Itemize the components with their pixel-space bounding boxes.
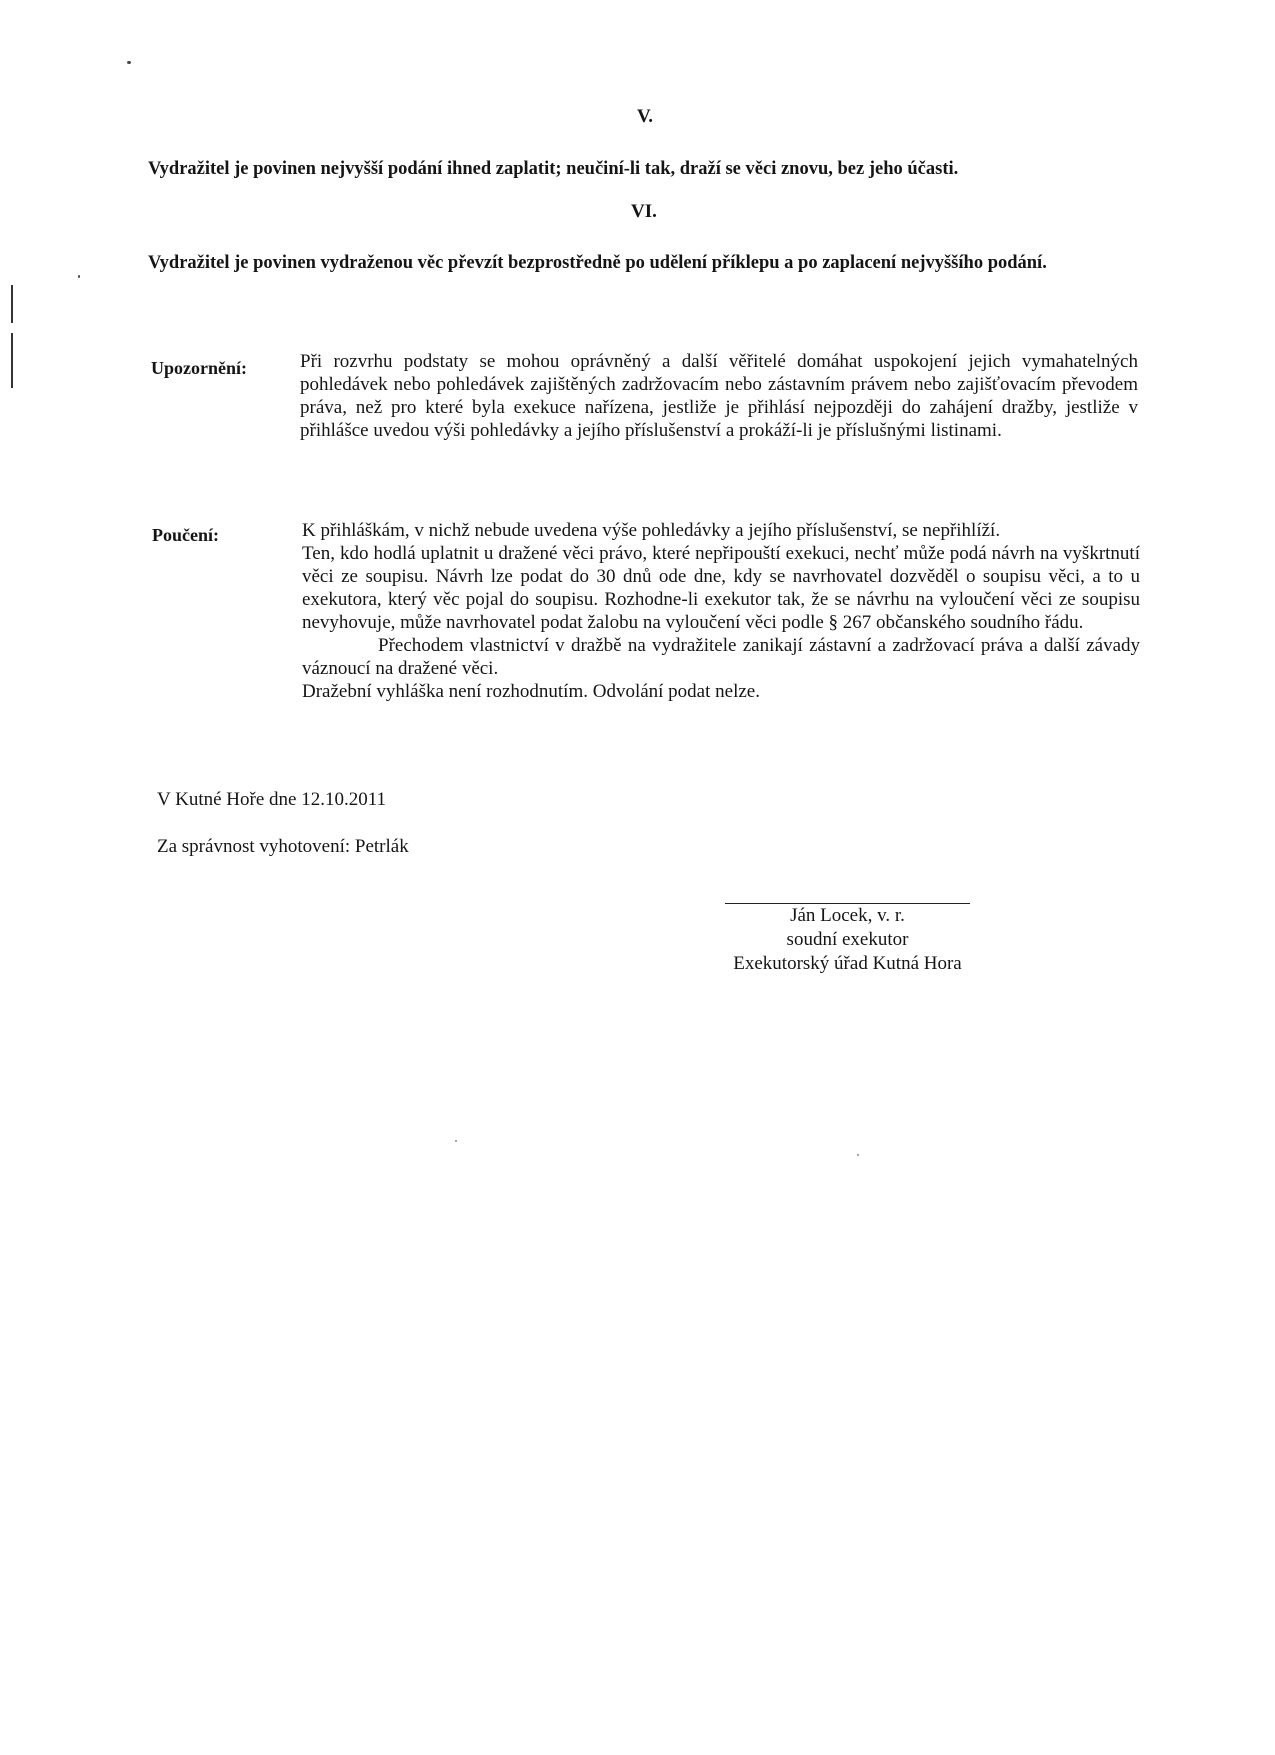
- upozorneni-text: Při rozvrhu podstaty se mohou oprávněný a další věřitelé domáhat uspokojení jejich vymahatelných pohledávek nebo pohledávek zajištěných zadržovacím nebo zástavním právem nebo zajišťovacím převodem práva, než pro které byla exekuce nařízena, jestliže je přihlásí nejpozději do zahájení dražby, jestliže v přihlášce uvedou výši pohledávky a jejího příslušenství a prokáží-li je příslušnými listinami.: [300, 351, 1138, 441]
- signatory-office: Exekutorský úřad Kutná Hora: [733, 953, 962, 974]
- signatory-role: soudní exekutor: [786, 929, 909, 950]
- pouceni-line: Dražební vyhláška není rozhodnutím. Odvolání podat nelze.: [302, 681, 760, 702]
- scan-speck: [127, 61, 131, 64]
- scan-speck: [78, 275, 80, 278]
- verification-note: Za správnost vyhotovení: Petrlák: [157, 836, 409, 857]
- scan-speck: [455, 1140, 457, 1142]
- pouceni-line: K přihláškám, v nichž nebude uvedena výše pohledávky a jejího příslušenství, se nepřihlíží.: [302, 520, 1001, 541]
- pouceni-label: Poučení:: [152, 525, 219, 545]
- signatory-name: Ján Locek, v. r.: [790, 905, 905, 926]
- pouceni-line: Ten, kdo hodlá uplatnit u dražené věci právo, které nepřipouští exekuci, nechť může podá návrh na vyškrtnutí věci ze soupisu. Návrh lze podat do 30 dnů ode dne, kdy se navrhovatel dozvěděl o soupisu věci, a to u exekutora, který věc pojal do soupisu. Rozhodne-li exekutor tak, že se návrhu na vyloučení věci ze soupisu nevyhovuje, může navrhovatel podat žalobu na vyloučení věci podle § 267 občanského soudního řádu.: [302, 543, 1140, 633]
- upozorneni-label: Upozornění:: [151, 358, 247, 378]
- scan-margin-mark: [11, 285, 13, 323]
- scan-speck: [857, 1154, 859, 1156]
- section-v-heading: V.: [637, 106, 654, 127]
- section-vi-heading: VI.: [631, 201, 657, 222]
- section-vi-text: Vydražitel je povinen vydraženou věc převzít bezprostředně po udělení příklepu a po zaplacení nejvyššího podání.: [148, 253, 1047, 273]
- signature-block: [700, 904, 995, 976]
- scan-margin-mark: [11, 333, 13, 388]
- pouceni-line: Přechodem vlastnictví v dražbě na vydražitele zanikají zástavní a zadržovací práva a další závady váznoucí na dražené věci.: [302, 635, 1140, 679]
- pouceni-body: [302, 519, 1140, 703]
- section-v-text: Vydražitel je povinen nejvyšší podání ihned zaplatit; neučiní-li tak, draží se věci znovu, bez jeho účasti.: [148, 159, 959, 179]
- place-date: V Kutné Hoře dne 12.10.2011: [157, 789, 387, 810]
